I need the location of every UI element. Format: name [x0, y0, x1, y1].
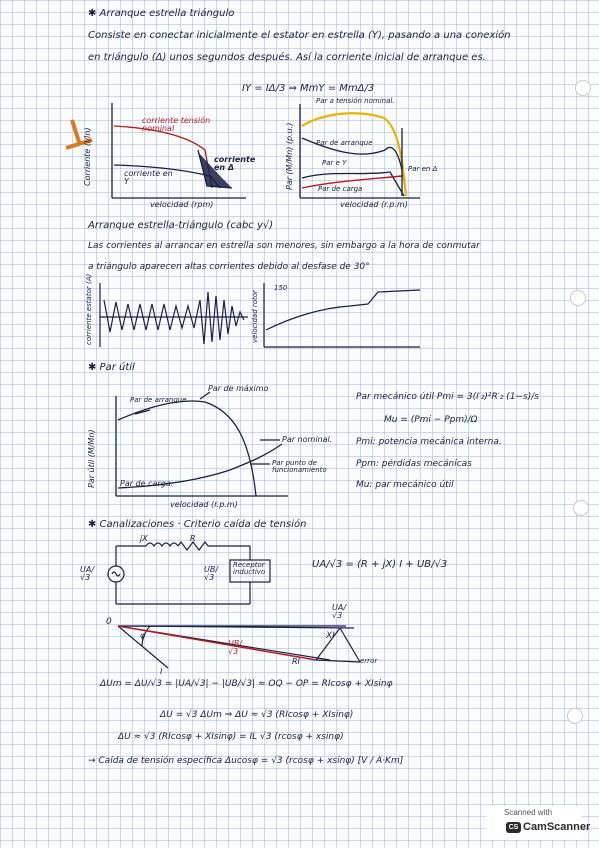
phasor-phi: φ: [140, 631, 146, 640]
heading-canalizaciones: ✱ Canalizaciones · Criterio caída de tensión: [88, 519, 307, 530]
g5-label-nominal: Par nominal.: [282, 435, 333, 444]
phasor-origin: 0: [106, 617, 112, 627]
g2-label-carga: Par de carga: [318, 185, 363, 193]
phasor-xi: XI: [326, 631, 335, 641]
phasor-error: error: [360, 657, 378, 665]
phasor-i: I: [160, 667, 163, 676]
heading-arranque: ✱ Arranque estrella triángulo: [88, 8, 235, 19]
g4-tick: 150: [274, 284, 288, 292]
g4-ylabel: velocidad rotor: [251, 290, 259, 343]
g2-title: Par a tensión nominal.: [316, 97, 395, 105]
heading-arranque-cables: Arranque estrella-triángulo (cabc y√): [88, 220, 274, 231]
equation-specific-drop: → Caída de tensión específica Δucosφ = √3 (rcosφ + xsinφ) [V / A·Km]: [88, 756, 404, 766]
g5-label-carga: Par de carga.: [120, 479, 174, 488]
definition-pmi: Par mecánico útil Pmi = 3(I′₂)²R′₂ (1−s)/s: [356, 392, 539, 402]
watermark-brand: CamScanner: [523, 821, 591, 833]
equation-delta-u-line: ΔU ≈ √3 (RIcosφ + XIsinφ) = IL √3 (rcosφ + xsinφ): [118, 732, 344, 742]
definition-pmi-label: Pmi: potencia mecánica interna.: [356, 437, 502, 447]
g2-xlabel: velocidad (r.p.m): [340, 200, 408, 209]
camscanner-watermark: [486, 806, 591, 840]
phasor-ua: UA/√3: [332, 603, 347, 620]
circuit-ua: UA/√3: [80, 565, 95, 582]
watermark-caption: Scanned with: [504, 808, 553, 817]
phasor-ri: RI: [292, 657, 300, 666]
circuit-r: R: [190, 534, 196, 543]
circuit-receptor: Receptor inductivo: [233, 561, 266, 576]
circuit-ub: UB/√3: [204, 565, 219, 582]
g1-curve-delta: corriente en Δ: [214, 155, 256, 172]
paragraph-line: Las corrientes al arrancar en estrella son menores, sin embargo a la hora de conmutar: [88, 241, 480, 251]
g5-label-punto: Par punto de funcionamiento: [272, 459, 327, 474]
paragraph-line: en triángulo (Δ) unos segundos después. Así la corriente inicial de arranque es.: [88, 52, 486, 63]
g2-label-y: Par e Y: [322, 159, 347, 167]
formula-current-torque: IY = IΔ/3 ⇒ MmY = MmΔ/3: [242, 83, 375, 94]
definition-ppm: Ppm: pérdidas mecánicas: [356, 459, 472, 469]
g5-ylabel: Par útil (M/Mn): [87, 429, 96, 488]
camscanner-logo-icon: CS: [506, 822, 521, 833]
g2-ylabel: Par (M/Mn) (p.u.): [285, 122, 294, 190]
heading-par-util: ✱ Par útil: [88, 362, 135, 373]
formula-voltage-equation: UA/√3 = (R + jX) I + UB/√3: [312, 559, 448, 570]
equation-delta-um: ΔUm = ΔU/√3 = |UA/√3| − |UB/√3| ≈ OQ − OP = RIcosφ + XIsinφ: [100, 679, 393, 689]
definition-mu-label: Mu: par mecánico útil: [356, 480, 454, 490]
g2-label-arranque: Par de arranque: [316, 139, 373, 147]
g3-ylabel: corriente estator (A): [85, 273, 93, 345]
g1-ylabel: Corriente (I/In): [83, 127, 92, 186]
phasor-ub: UB/√3: [228, 639, 243, 656]
g1-xlabel: velocidad (rpm): [150, 200, 214, 209]
equation-delta-u: ΔU = √3 ΔUm ⇒ ΔU ≈ √3 (RIcosφ + XIsinφ): [160, 710, 354, 720]
g5-label-max: Par de máximo: [208, 384, 269, 393]
g1-curve-nominal: corriente tensión nominal: [142, 116, 211, 133]
definition-mu: Mu = (Pmi − Ppm)/Ω: [384, 415, 478, 425]
circuit-jx: jX: [140, 534, 148, 543]
paragraph-line: a triángulo aparecen altas corrientes debido al desfase de 30°: [88, 262, 370, 272]
paragraph-line: Consiste en conectar inicialmente el estator en estrella (Y), pasando a una conexión: [88, 30, 511, 41]
g2-label-delta: Par en Δ: [408, 165, 438, 173]
g5-label-arranque: Par de arranque.: [130, 396, 189, 404]
g1-curve-y: corriente en Y: [124, 169, 173, 186]
g5-xlabel: velocidad (r.p.m): [170, 500, 238, 509]
